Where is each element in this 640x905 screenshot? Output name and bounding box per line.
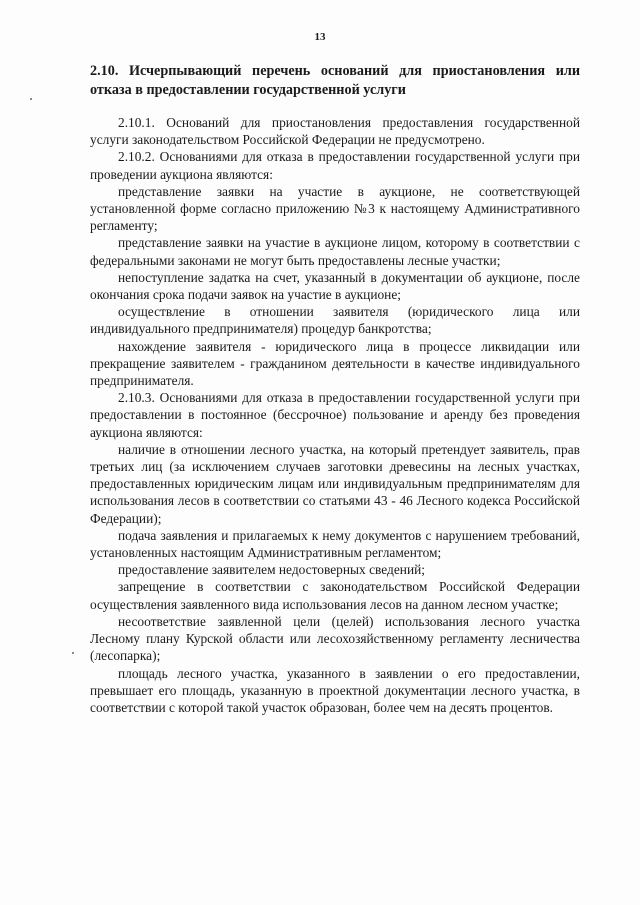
list-item: подача заявления и прилагаемых к нему документов с нарушением требований, установленных настоящим Административным регламентом; [90,527,580,561]
paragraph-2-10-3: 2.10.3. Основаниями для отказа в предоставлении государственной услуги при предоставлении в постоянное (бессрочное) пользование и аренду без проведения аукциона являются: [90,390,580,440]
list-item: нахождение заявителя - юридического лица в процессе ликвидации или прекращение заявителем - гражданином деятельности в качестве индивидуального предпринимателя. [90,338,580,389]
scan-speck [30,98,32,100]
list-item: площадь лесного участка, указанного в заявлении о его предоставлении, превышает его площадь, указанную в проектной документации лесного участка, в соответствии с которой такой участок образован, более чем на десять процентов. [90,665,580,715]
list-item: несоответствие заявленной цели (целей) использования лесного участка Лесному плану Курской области или лесохозяйственному регламенту лесничества (лесопарка); [90,613,580,664]
scan-speck [72,652,74,654]
section-heading: 2.10. Исчерпывающий перечень оснований для приостановления или отказа в предоставлении государственной услуги [90,63,580,98]
page-number: 13 [314,31,326,43]
list-item: запрещение в соответствии с законодательством Российской Федерации осуществления заявленного вида использования лесов на данном лесном участке; [90,579,580,612]
document-body [90,114,580,716]
paragraph-2-10-2: 2.10.2. Основаниями для отказа в предоставлении государственной услуги при проведении аукциона являются: [90,149,580,182]
list-item: представление заявки на участие в аукционе лицом, которому в соответствии с федеральными законами не могут быть предоставлены лесные участки; [90,235,580,268]
list-item: непоступление задатка на счет, указанный в документации об аукционе, после окончания срока подачи заявок на участие в аукционе; [90,269,580,303]
list-item: осуществление в отношении заявителя (юридического лица или индивидуального предпринимателя) процедур банкротства; [90,304,580,337]
paragraph-2-10-1: 2.10.1. Оснований для приостановления предоставления государственной услуги законодательством Российской Федерации не предусмотрено. [90,115,580,148]
list-item: наличие в отношении лесного участка, на который претендует заявитель, прав третьих лиц (за исключением случаев заготовки древесины на лесных участках, предоставленных юридическим лицам или индивидуальным предпринимателям для использования лесов в соответствии со статьями 43 - 46 Лесного кодекса Российской Федерации); [90,441,580,526]
list-item: предоставление заявителем недостоверных сведений; [118,562,425,578]
list-item: представление заявки на участие в аукционе, не соответствующей установленной форме согласно приложению №3 к настоящему Административного регламенту; [90,183,580,234]
